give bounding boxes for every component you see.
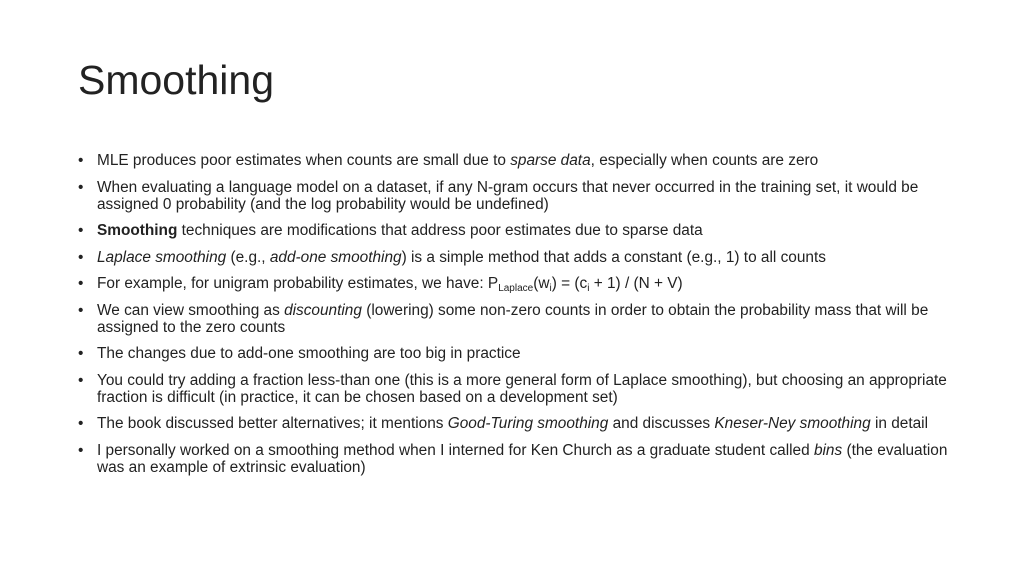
bullet-text: (e.g., — [226, 248, 270, 266]
bullet-icon: • — [78, 152, 84, 169]
bullet-icon: • — [78, 248, 84, 266]
bullet-icon: • — [78, 178, 84, 196]
bullet-text: , especially when counts are zero — [590, 152, 819, 169]
bullet-text: When evaluating a language model on a dataset, if any N-gram occurs that never occurred in the training set, it would be assigned 0 probability (and the log probability would be undefined) — [97, 178, 919, 213]
bullet-text: You could try adding a fraction less-than one (this is a more general form of Laplace smoothing), but choosing an appropriate fraction is difficult (in practice, it can be chosen based on a development set) — [97, 371, 947, 406]
bullet-text: techniques are modifications that address poor estimates due to sparse data — [177, 222, 703, 239]
bullet-text: and discusses — [608, 415, 715, 432]
bullet-text: The book discussed better alternatives; it mentions — [97, 415, 448, 432]
bullet-text-italic: Kneser-Ney smoothing — [714, 415, 871, 432]
bullet-item — [78, 415, 948, 432]
bullet-text: ) = (c — [551, 275, 588, 292]
bullet-text: (the evaluation was an example of extrinsic evaluation) — [97, 441, 948, 476]
bullet-text-bold: Smoothing — [97, 222, 178, 239]
bullet-text-italic: sparse data — [510, 152, 591, 169]
bullet-list — [78, 152, 948, 485]
subscript-text: Laplace — [498, 283, 534, 294]
slide-title: Smoothing — [78, 57, 275, 103]
bullet-text: + 1) / (N + V) — [589, 275, 683, 292]
bullet-item — [78, 179, 948, 213]
subscript-text: i — [549, 283, 552, 294]
bullet-text-italic: Good-Turing smoothing — [447, 415, 609, 432]
bullet-text: (w — [533, 275, 550, 292]
bullet-item — [78, 249, 948, 266]
bullet-icon: • — [78, 371, 84, 389]
bullet-text: For example, for unigram probability estimates, we have: P — [97, 275, 499, 292]
bullet-text: (lowering) some non-zero counts in order to obtain the probability mass that will be assigned to the zero counts — [97, 301, 929, 336]
bullet-text-italic: discounting — [284, 301, 362, 319]
bullet-text-italic: Laplace smoothing — [97, 248, 227, 266]
bullet-item — [78, 152, 948, 169]
bullet-text-italic: add-one smoothing — [269, 248, 402, 266]
bullet-text: ) is a simple method that adds a constant (e.g., 1) to all counts — [401, 248, 826, 266]
bullet-icon: • — [78, 275, 84, 292]
bullet-text: in detail — [870, 415, 928, 432]
bullet-icon: • — [78, 222, 84, 239]
bullet-item — [78, 442, 948, 476]
bullet-item — [78, 222, 948, 239]
subscript-text: i — [587, 283, 590, 294]
bullet-text: MLE produces poor estimates when counts are small due to — [97, 152, 511, 169]
bullet-icon: • — [78, 441, 84, 459]
bullet-item — [78, 275, 948, 292]
bullet-item — [78, 372, 948, 406]
bullet-item — [78, 345, 948, 362]
bullet-text: The changes due to add-one smoothing are too big in practice — [97, 345, 521, 362]
bullet-icon: • — [78, 301, 84, 319]
bullet-icon: • — [78, 415, 84, 432]
bullet-text-italic: bins — [813, 441, 843, 459]
bullet-text: I personally worked on a smoothing method when I interned for Ken Church as a graduate student called — [97, 441, 814, 459]
bullet-text: We can view smoothing as — [97, 301, 285, 319]
bullet-icon: • — [78, 345, 84, 362]
bullet-item — [78, 302, 948, 336]
